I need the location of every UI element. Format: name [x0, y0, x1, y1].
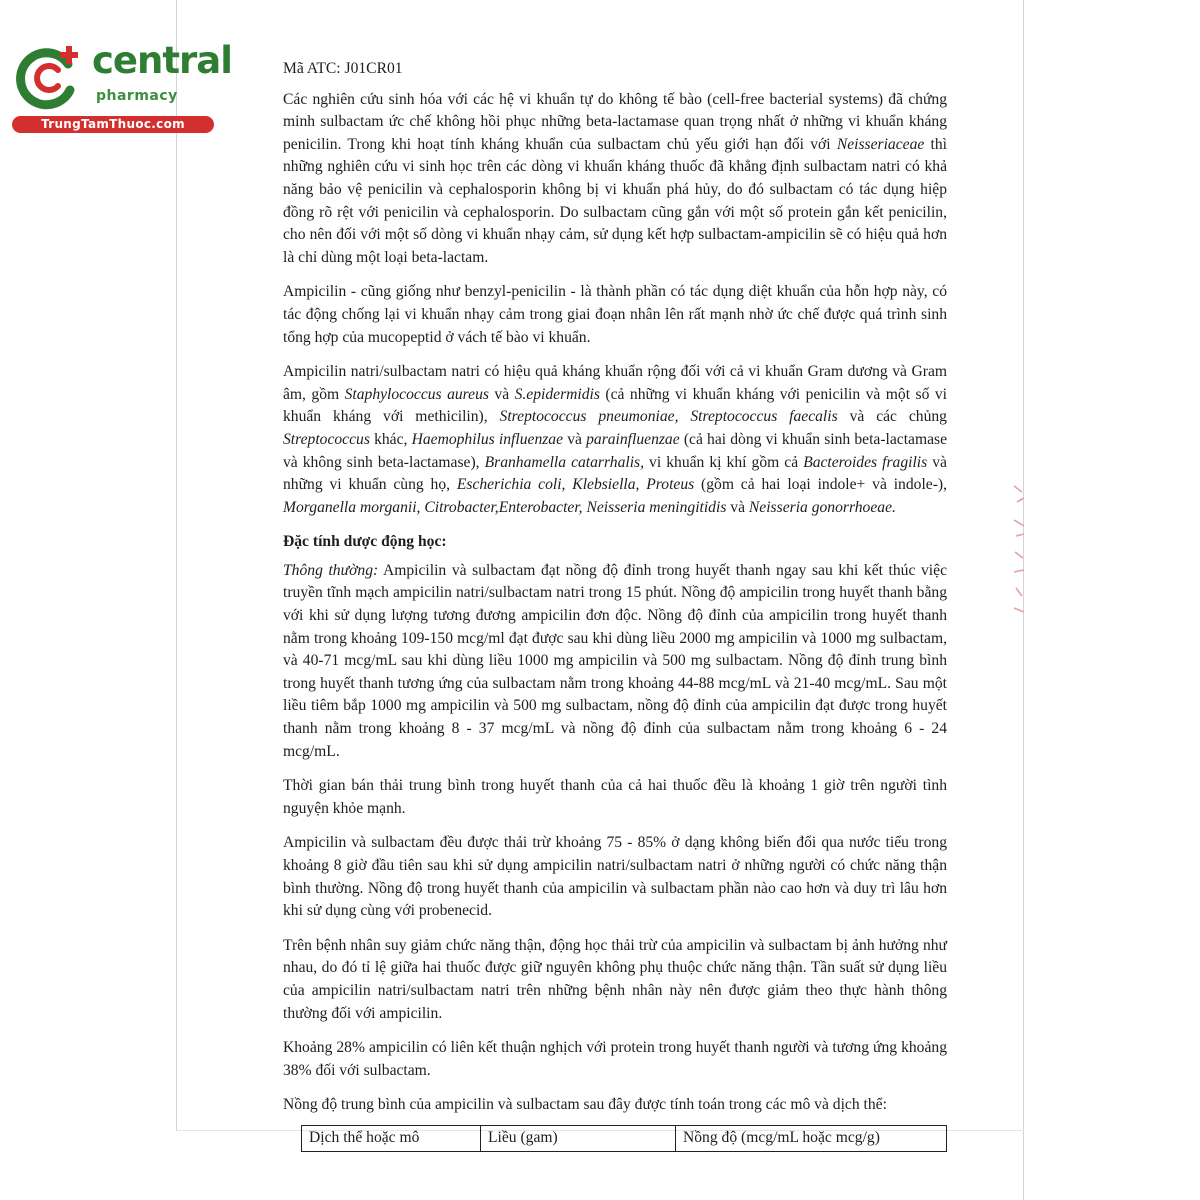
text-run: (gồm cả hai loại indole+ và indole-), [694, 476, 947, 494]
paragraph-renal-impairment [283, 935, 947, 1025]
italic-term: parainfluenzae [586, 430, 680, 448]
italic-term: S.epidermidis [514, 385, 600, 403]
text-run: Thời gian bán thải trung bình trong huyết thanh của cả hai thuốc đều là khoảng 1 giờ trên người tình nguyện khỏe mạnh. [283, 777, 947, 817]
paragraph-serum-concentration [283, 560, 947, 763]
atc-code: Mã ATC: J01CR01 [283, 60, 403, 77]
document-body [283, 58, 947, 1152]
italic-term: Streptococcus pneumoniae, Streptococcus faecalis [499, 408, 838, 426]
text-run: thì những nghiên cứu vi sinh học trên các dòng vi khuẩn kháng thuốc đã khẳng định sulbactam natri có khả năng bảo vệ penicilin và cephalosporin không bị vi khuẩn phá hủy, do đó sulbactam có tác dụng hiệp đồng rõ rệt với penicilin và cephalosporin. Do sulbactam cũng gắn với một số protein gắn kết penicilin, cho nên đối với một số dòng vi khuẩn nhạy cảm, sử dụng kết hợp sulbactam-ampicilin sẽ có hiệu quả hơn là chỉ dùng một loại beta-lactam. [283, 135, 947, 266]
table-header-row [302, 1125, 947, 1151]
text-run: và [726, 498, 749, 516]
text-run: Khoảng 28% ampicilin có liên kết thuận nghịch với protein trong huyết thanh người và tương ứng khoảng 38% đối với sulbactam. [283, 1039, 947, 1079]
italic-term: Staphylococcus aureus [344, 385, 489, 403]
section-heading-pharmacokinetics: Đặc tính dược động học: [283, 533, 447, 551]
italic-term: Morganella morganii, Citrobacter,Enterobacter, Neisseria meningitidis [283, 498, 727, 516]
paragraph-sulbactam-mechanism [283, 89, 947, 270]
logo-subtitle: pharmacy [96, 88, 178, 104]
side-stamp-mark [1008, 480, 1032, 630]
text-run: khác, [369, 430, 412, 448]
text-run: (cả những vi khuẩn kháng với penicilin và một số vi khuẩn kháng với methicilin), [283, 385, 947, 426]
central-pharmacy-logo-icon [12, 40, 84, 112]
text-run: Ampicilin và sulbactam đạt nồng độ đỉnh trong huyết thanh ngay sau khi kết thúc việc truyền tĩnh mạch ampicilin natri/sulbactam natri trong 15 phút. Nồng độ ampicilin trong huyết thanh bằng với khi sử dụng lượng tương đương ampicilin đơn độc. Nồng độ đỉnh của ampicilin trong huyết thanh nằm trong khoảng 109-150 mcg/ml đạt được sau khi dùng liều 2000 mg ampicilin và 1000 mg sulbactam, và 40-71 mcg/mL sau khi dùng liều 1000 mg ampicilin và 500 mg sulbactam. Nồng độ đỉnh trung bình trong huyết thanh tương ứng của sulbactam nằm trong khoảng 44-88 mcg/mL và 21-40 mcg/mL. Sau một liều tiêm bắp 1000 mg ampicilin và 500 mg sulbactam, nồng độ đỉnh của ampicilin đạt được trong huyết thanh nằm trong khoảng 8 - 37 mcg/mL và nồng độ đỉnh của sulbactam nằm trong khoảng 6 - 24 mcg/mL. [283, 561, 947, 760]
paragraph-half-life [283, 775, 947, 820]
page-edge-left [176, 0, 177, 1130]
paragraph-antibacterial-spectrum [283, 361, 947, 519]
pharmacy-logo [8, 36, 232, 136]
italic-term: Haemophilus influenzae [411, 430, 564, 448]
table-header-cell: Nồng độ (mcg/mL hoặc mcg/g) [676, 1125, 947, 1151]
italic-term: Escherichia coli, Klebsiella, Proteus [456, 476, 695, 494]
text-run: Ampicilin và sulbactam đều được thải trừ khoảng 75 - 85% ở dạng không biến đổi qua nước tiểu trong khoảng 8 giờ đầu tiên sau khi sử dụng ampicilin natri/sulbactam natri ở những người có chức năng thận bình thường. Nồng độ trong huyết thanh của ampicilin và sulbactam phần nào cao hơn và duy trì lâu hơn khi sử dụng cùng với probenecid. [283, 834, 947, 920]
text-run: và [563, 430, 587, 448]
text-run: và các chủng [837, 408, 947, 426]
table-intro: Nồng độ trung bình của ampicilin và sulbactam sau đây được tính toán trong các mô và dịch thể: [283, 1096, 887, 1114]
paragraph-ampicilin-action [283, 281, 947, 349]
table-header-cell: Liều (gam) [481, 1125, 676, 1151]
italic-term: Neisseria gonorrhoeae. [748, 498, 896, 516]
text-run: Trên bệnh nhân suy giảm chức năng thận, động học thải trừ của ampicilin và sulbactam bị ảnh hưởng như nhau, do đó tỉ lệ giữa hai thuốc được giữ nguyên không phụ thuộc chức năng thận. Tần suất sử dụng liều của ampicilin natri/sulbactam natri trên những bệnh nhân này nên được giảm theo thực hành thông thường đối với ampicilin. [283, 936, 947, 1022]
logo-url-banner: TrungTamThuoc.com [12, 116, 214, 133]
text-run: Ampicilin natri/sulbactam natri có hiệu quả kháng khuẩn rộng đối với cả vi khuẩn Gram dương và Gram âm, gồm [283, 363, 947, 403]
text-run: Các nghiên cứu sinh hóa với các hệ vi khuẩn tự do không tế bào (cell-free bacterial systems) đã chứng minh sulbactam ức chế không hồi phục những beta-lactamase quan trọng nhất ở những vi khuẩn kháng penicilin. Trong khi hoạt tính kháng khuẩn của sulbactam chủ yếu giới hạn đối với [283, 90, 947, 153]
text-run: (cả hai dòng vi khuẩn sinh beta-lactamase và không sinh beta-lactamase), [283, 430, 947, 471]
concentration-table [301, 1125, 947, 1152]
text-run: Ampicilin - cũng giống như benzyl-penicilin - là thành phần có tác dụng diệt khuẩn của hỗn hợp này, có tác động chống lại vi khuẩn nhạy cảm trong giai đoạn nhân lên rất mạnh nhờ ức chế được quá trình sinh tổng hợp của mucopeptid ở vách tế bào vi khuẩn. [283, 283, 947, 346]
paragraph-protein-binding [283, 1037, 947, 1082]
text-run: và những vi khuẩn cùng họ, [283, 453, 947, 494]
italic-term: Branhamella catarrhalis, [484, 453, 645, 471]
text-run: và [488, 385, 515, 403]
table-header-cell: Dịch thể hoặc mô [302, 1125, 481, 1151]
italic-term: Thông thường: [283, 561, 379, 579]
italic-term: Streptococcus [283, 430, 370, 448]
paragraph-excretion [283, 832, 947, 922]
logo-name: central [92, 39, 232, 82]
italic-term: Bacteroides fragilis [803, 453, 928, 471]
italic-term: Neisseriaceae [836, 135, 925, 153]
text-run: vi khuẩn kị khí gồm cả [644, 453, 804, 471]
